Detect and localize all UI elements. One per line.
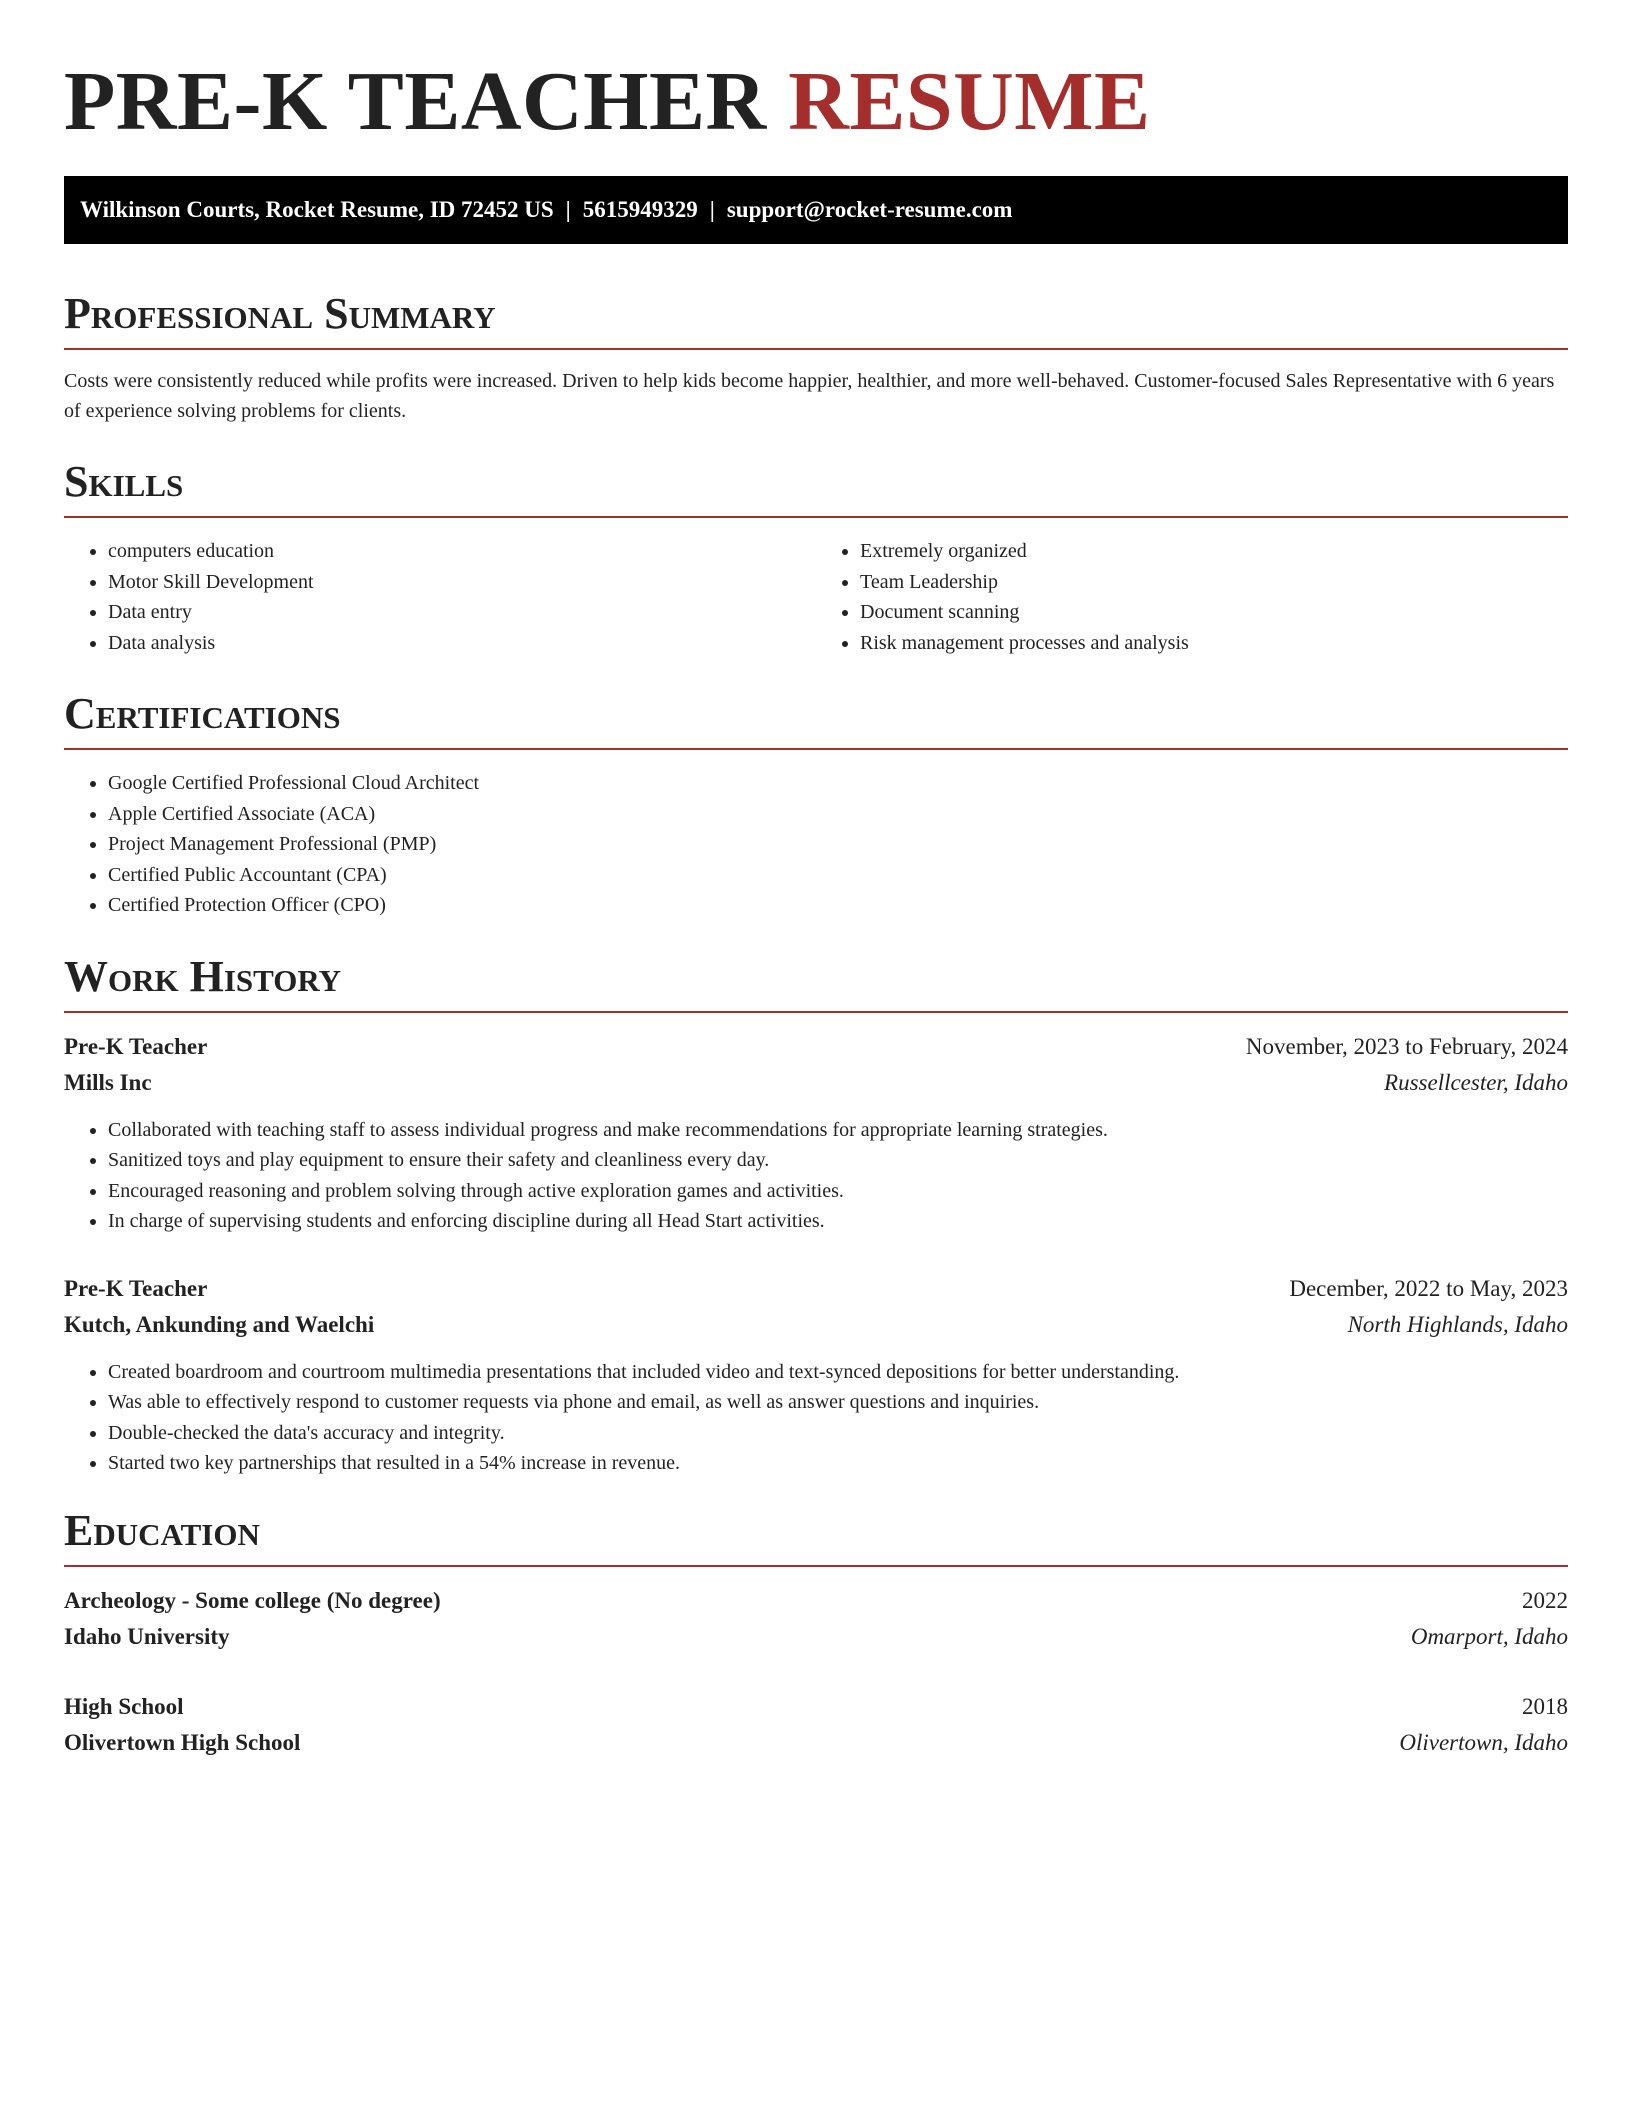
- list-item: • Motor Skill Development: [108, 567, 816, 598]
- education-school: Olivertown High School: [64, 1729, 301, 1755]
- skills-heading: Skills: [64, 456, 1568, 518]
- work-history-heading: Work History: [64, 951, 1568, 1013]
- education-entry: [64, 1583, 1568, 1655]
- list-item: • Collaborated with teaching staff to assess individual progress and make recommendations for appropriate learning strategies.: [108, 1115, 1568, 1146]
- education-location: Olivertown, Idaho: [1399, 1729, 1568, 1755]
- education-degree: High School: [64, 1693, 184, 1719]
- education-header-row: [64, 1689, 1568, 1725]
- job-entry: [64, 1271, 1568, 1479]
- contact-separator: |: [565, 197, 571, 222]
- list-item: • Risk management processes and analysis: [860, 628, 1568, 659]
- list-item: • Double-checked the data's accuracy and integrity.: [108, 1418, 1568, 1449]
- list-item: • computers education: [108, 536, 816, 567]
- job-dates: December, 2022 to May, 2023: [1289, 1275, 1568, 1301]
- job-bullets: [64, 1357, 1568, 1479]
- education-header-row: [64, 1583, 1568, 1619]
- education-heading: Education: [64, 1505, 1568, 1567]
- education-school-row: [64, 1619, 1568, 1655]
- contact-email: support@rocket-resume.com: [726, 197, 1013, 222]
- education-school: Idaho University: [64, 1623, 230, 1649]
- work-history-section: [64, 951, 1568, 1479]
- list-item: • Extremely organized: [860, 536, 1568, 567]
- job-company-row: [64, 1307, 1568, 1343]
- list-item: • Encouraged reasoning and problem solving through active exploration games and activities.: [108, 1176, 1568, 1207]
- list-item: • Was able to effectively respond to customer requests via phone and email, as well as answer questions and inquiries.: [108, 1387, 1568, 1418]
- list-item: • Data entry: [108, 597, 816, 628]
- resume-page: [64, 0, 1568, 1761]
- contact-separator: |: [709, 197, 715, 222]
- job-location: North Highlands, Idaho: [1347, 1311, 1568, 1337]
- certifications-list: [64, 768, 1568, 921]
- list-item: • In charge of supervising students and enforcing discipline during all Head Start activities.: [108, 1206, 1568, 1237]
- education-year: 2022: [1522, 1587, 1568, 1613]
- contact-bar: [64, 176, 1568, 244]
- list-item: • Google Certified Professional Cloud Architect: [108, 768, 1568, 799]
- skills-list-left: [64, 536, 816, 658]
- list-item: • Apple Certified Associate (ACA): [108, 799, 1568, 830]
- education-location: Omarport, Idaho: [1410, 1623, 1568, 1649]
- skills-section: [64, 456, 1568, 658]
- education-entry: [64, 1689, 1568, 1761]
- job-header-row: [64, 1029, 1568, 1065]
- job-entry: [64, 1029, 1568, 1237]
- list-item: • Project Management Professional (PMP): [108, 829, 1568, 860]
- list-item: • Certified Protection Officer (CPO): [108, 890, 1568, 921]
- contact-address: Wilkinson Courts, Rocket Resume, ID 72452 US: [80, 197, 554, 222]
- list-item: • Sanitized toys and play equipment to ensure their safety and cleanliness every day.: [108, 1145, 1568, 1176]
- summary-section: [64, 288, 1568, 426]
- list-item: • Document scanning: [860, 597, 1568, 628]
- education-section: [64, 1505, 1568, 1761]
- job-title: Pre-K Teacher: [64, 1275, 208, 1301]
- job-location: Russellcester, Idaho: [1384, 1069, 1568, 1095]
- list-item: • Started two key partnerships that resulted in a 54% increase in revenue.: [108, 1448, 1568, 1479]
- list-item: • Created boardroom and courtroom multimedia presentations that included video and text-synced depositions for better understanding.: [108, 1357, 1568, 1388]
- education-degree: Archeology - Some college (No degree): [64, 1587, 441, 1613]
- job-bullets: [64, 1115, 1568, 1237]
- job-company: Kutch, Ankunding and Waelchi: [64, 1311, 375, 1337]
- summary-text: Costs were consistently reduced while profits were increased. Driven to help kids become happier, healthier, and more well-behaved. Customer-focused Sales Representative with 6 years of experience solving problems for clients.: [64, 370, 1555, 422]
- job-header-row: [64, 1271, 1568, 1307]
- summary-heading: Professional Summary: [64, 288, 1568, 350]
- resume-title: [64, 0, 1568, 152]
- skills-list-right: [816, 536, 1568, 658]
- list-item: • Certified Public Accountant (CPA): [108, 860, 1568, 891]
- job-title: Pre-K Teacher: [64, 1033, 208, 1059]
- list-item: • Data analysis: [108, 628, 816, 659]
- job-dates: November, 2023 to February, 2024: [1245, 1033, 1568, 1059]
- job-company-row: [64, 1065, 1568, 1101]
- certifications-section: [64, 688, 1568, 921]
- education-school-row: [64, 1725, 1568, 1761]
- job-company: Mills Inc: [64, 1069, 152, 1095]
- skills-grid: [64, 536, 1568, 658]
- contact-phone: 5615949329: [582, 197, 698, 222]
- title-main: PRE-K TEACHER: [64, 55, 767, 148]
- education-year: 2018: [1522, 1693, 1568, 1719]
- list-item: • Team Leadership: [860, 567, 1568, 598]
- title-accent: RESUME: [788, 55, 1151, 148]
- certifications-heading: Certifications: [64, 688, 1568, 750]
